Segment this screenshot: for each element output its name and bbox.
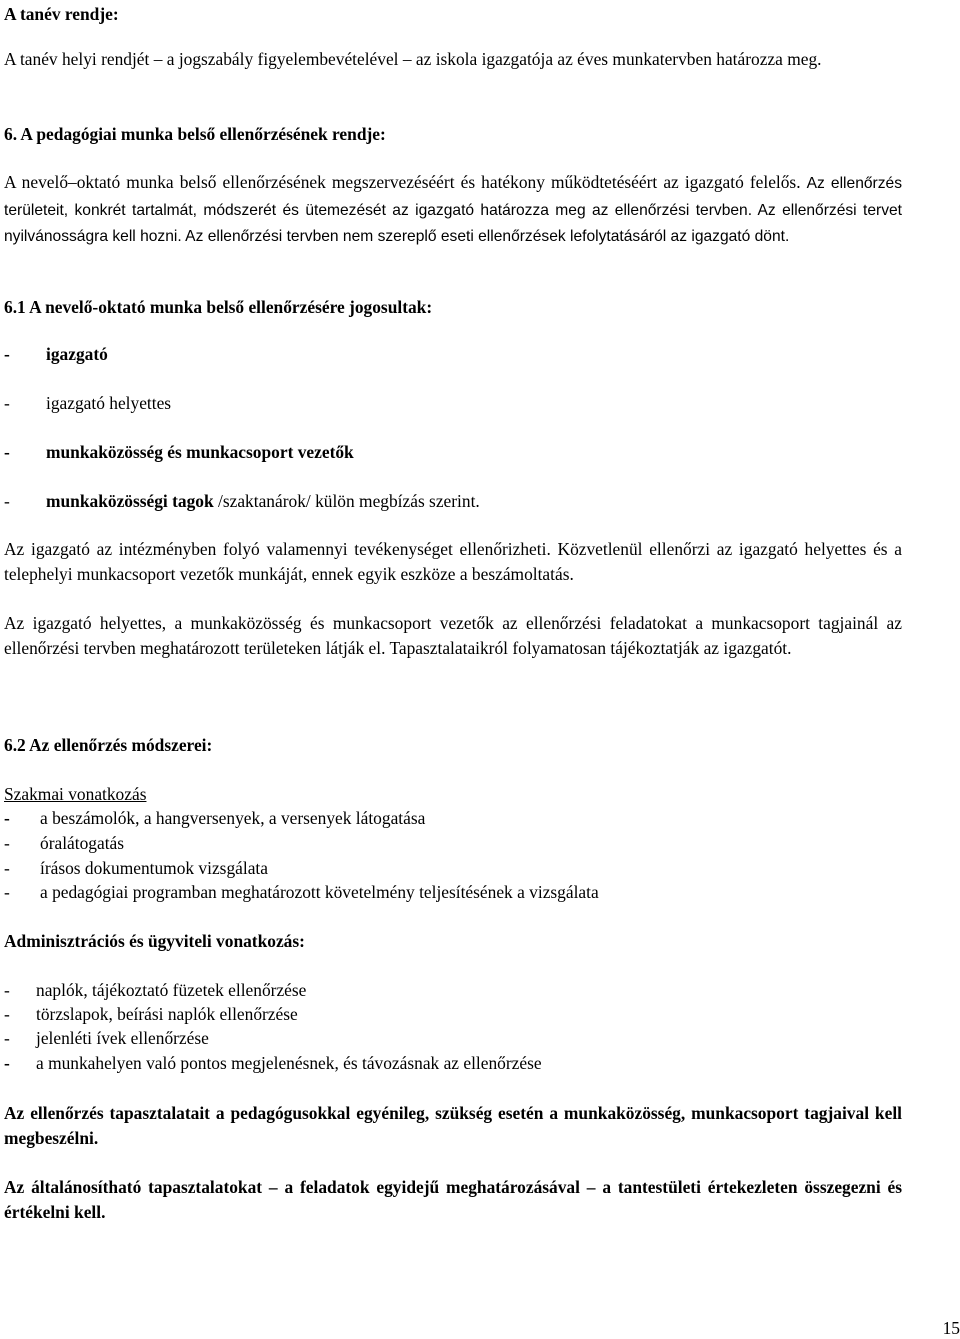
list-item [4, 391, 171, 415]
list-item [4, 1051, 542, 1075]
list-dash: - [4, 393, 10, 413]
list-item-text: a pedagógiai programban meghatározott követelmény teljesítésének a vizsgálata [40, 882, 599, 902]
list-dash: - [4, 833, 10, 853]
list-item-text: a beszámolók, a hangversenyek, a versenyek látogatása [40, 808, 426, 828]
admin-heading: Adminisztrációs és ügyviteli vonatkozás: [4, 931, 305, 951]
list-item-text: naplók, tájékoztató füzetek ellenőrzése [36, 980, 307, 1000]
list-item-text: igazgató [46, 344, 108, 364]
list-dash: - [4, 491, 10, 511]
list-item-text: óralátogatás [40, 833, 125, 853]
section-6-heading: 6. A pedagógiai munka belső ellenőrzésének rendje: [4, 124, 386, 144]
list-item [4, 489, 480, 513]
list-item [4, 831, 124, 855]
list-item-text: igazgató helyettes [46, 393, 172, 413]
section-6-text-a: A nevelő–oktató munka belső ellenőrzésének megszervezéséért és hatékony működtetéséért az igazgató felelős. [4, 172, 801, 192]
list-item-text: írásos dokumentumok vizsgálata [40, 858, 268, 878]
section-61-paragraph-2: Az igazgató helyettes, a munkaközösség és munkacsoport vezetők az ellenőrzési feladatokat a munkacsoport tagjainál az ellenőrzési tervben meghatározott területeken látják el. Tapasztalataikról folyamatosan tájékoztatják az igazgatót. [4, 613, 902, 658]
list-item [4, 440, 354, 464]
section-61-paragraph-1: Az igazgató az intézményben folyó valamennyi tevékenységet ellenőrizheti. Közvetlenül ellenőrzi az igazgató helyettes és a telephelyi munkacsoport vezetők munkáját, ennek egyik eszköze a beszámoltatás. [4, 539, 902, 584]
list-dash: - [4, 882, 10, 902]
list-item-bold-text: munkaközösségi tagok [46, 491, 214, 511]
list-dash: - [4, 858, 10, 878]
tanev-paragraph: A tanév helyi rendjét – a jogszabály figyelembevételével – az iskola igazgatója az éves munkatervben határozza meg. [4, 49, 822, 69]
list-item [4, 342, 108, 366]
section-6-paragraph [4, 170, 902, 250]
list-dash: - [4, 1004, 10, 1024]
list-item [4, 856, 268, 880]
section-62-heading: 6.2 Az ellenőrzés módszerei: [4, 735, 213, 755]
section-6-text-b: Az ellenőrzés területeit, konkrét tartalmát, módszerét és ütemezését az igazgató határozza meg az ellenőrzési tervben. Az ellenőrzési tervet nyilvánosságra kell hozni. Az ellenőrzési tervben nem szereplő eseti ellenőrzések lefolytatásáról az igazgató dönt. [4, 175, 903, 246]
closing-paragraph-1: Az ellenőrzés tapasztalatait a pedagógusokkal egyénileg, szükség esetén a munkaközösség, munkacsoport tagjaival kell megbeszélni. [4, 1103, 902, 1148]
szakmai-heading: Szakmai vonatkozás [4, 784, 147, 804]
list-item-text: a munkahelyen való pontos megjelenésnek, és távozásnak az ellenőrzése [36, 1053, 542, 1073]
list-item [4, 1026, 209, 1050]
list-dash: - [4, 1028, 10, 1048]
list-item [4, 806, 425, 830]
list-item-text: jelenléti ívek ellenőrzése [36, 1028, 209, 1048]
section-61-heading: 6.1 A nevelő-oktató munka belső ellenőrzésére jogosultak: [4, 297, 433, 317]
list-item [4, 1002, 298, 1026]
tanev-heading: A tanév rendje: [4, 4, 119, 24]
list-item [4, 978, 306, 1002]
list-item [4, 880, 599, 904]
list-dash: - [4, 344, 10, 364]
closing-paragraph-2: Az általánosítható tapasztalatokat – a feladatok egyidejű meghatározásával – a tantestületi értekezleten összegezni és értékelni kell. [4, 1177, 902, 1222]
list-dash: - [4, 808, 10, 828]
list-item-text: munkaközösség és munkacsoport vezetők [46, 442, 354, 462]
list-item-text: /szaktanárok/ külön megbízás szerint. [213, 491, 480, 511]
page-number: 15 [942, 1318, 960, 1338]
list-dash: - [4, 1053, 10, 1073]
list-dash: - [4, 442, 10, 462]
list-dash: - [4, 980, 10, 1000]
list-item-text: törzslapok, beírási naplók ellenőrzése [36, 1004, 298, 1024]
